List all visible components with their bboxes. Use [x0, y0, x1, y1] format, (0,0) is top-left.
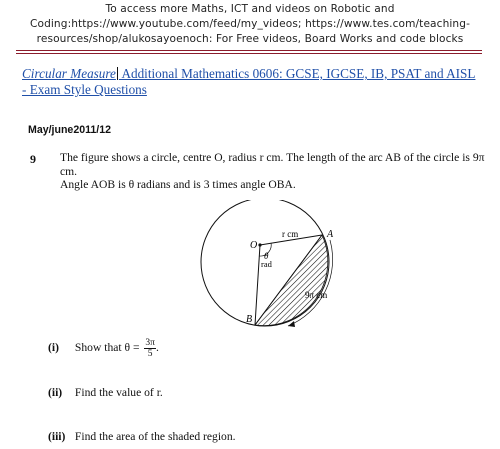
label-radius: r cm: [282, 229, 299, 239]
question-line-1: The figure shows a circle, centre O, radius r cm. The length of the arc AB of the circle is 9π cm.: [60, 151, 485, 178]
exam-session: May/june2011/12: [28, 124, 112, 136]
banner-line-1: To access more Maths, ICT and videos on Robotic and: [105, 3, 395, 15]
label-A: A: [327, 229, 334, 240]
header-banner: [0, 2, 500, 47]
part-label: (i): [48, 341, 59, 355]
header-rule-top: [16, 50, 482, 51]
banner-line-3: resources/shop/alukosayoenoch: For Free videos, Board Works and code blocks: [36, 33, 464, 45]
label-O: O: [250, 240, 258, 251]
banner-line-2: Coding:https://www.youtube.com/feed/my_videos; https://www.tes.com/teaching-: [29, 18, 470, 30]
part-text: Show that θ =: [74, 341, 140, 355]
question-number: 9: [30, 152, 36, 166]
question-part-ii: [48, 386, 163, 399]
part-label: (iii): [48, 430, 66, 443]
question-line-2: Angle AOB is θ radians and is 3 times angle OBA.: [60, 178, 296, 191]
part-text: Find the value of r.: [74, 386, 163, 399]
fraction-denominator: 5: [147, 349, 153, 359]
document-title[interactable]: [22, 66, 482, 98]
shaded-segment: [255, 235, 328, 326]
centre-dot: [258, 243, 261, 246]
fraction: [144, 338, 156, 359]
header-rule-bottom: [16, 53, 482, 54]
arc-arrow-head: [288, 321, 295, 327]
circle-figure: [190, 200, 350, 330]
question-text: [60, 151, 490, 192]
part-text: Find the area of the shaded region.: [74, 430, 236, 443]
title-course[interactable]: Additional Mathematics 0606: GCSE, IGCSE, IB, PSAT and AISL - Exam Style Questions: [22, 66, 476, 97]
part-tail: .: [155, 341, 159, 355]
part-label: (ii): [48, 386, 63, 399]
question-part-iii: [48, 430, 236, 443]
label-rad: rad: [261, 259, 272, 269]
label-arc-length: 9π cm: [305, 290, 328, 300]
text-cursor: [117, 67, 118, 80]
question-part-i: [48, 338, 159, 359]
title-topic[interactable]: Circular Measure: [22, 66, 116, 81]
radius-ob: [255, 245, 260, 325]
fraction-numerator: 3π: [145, 338, 155, 348]
label-B: B: [246, 314, 253, 325]
label-theta: θ: [264, 251, 269, 261]
